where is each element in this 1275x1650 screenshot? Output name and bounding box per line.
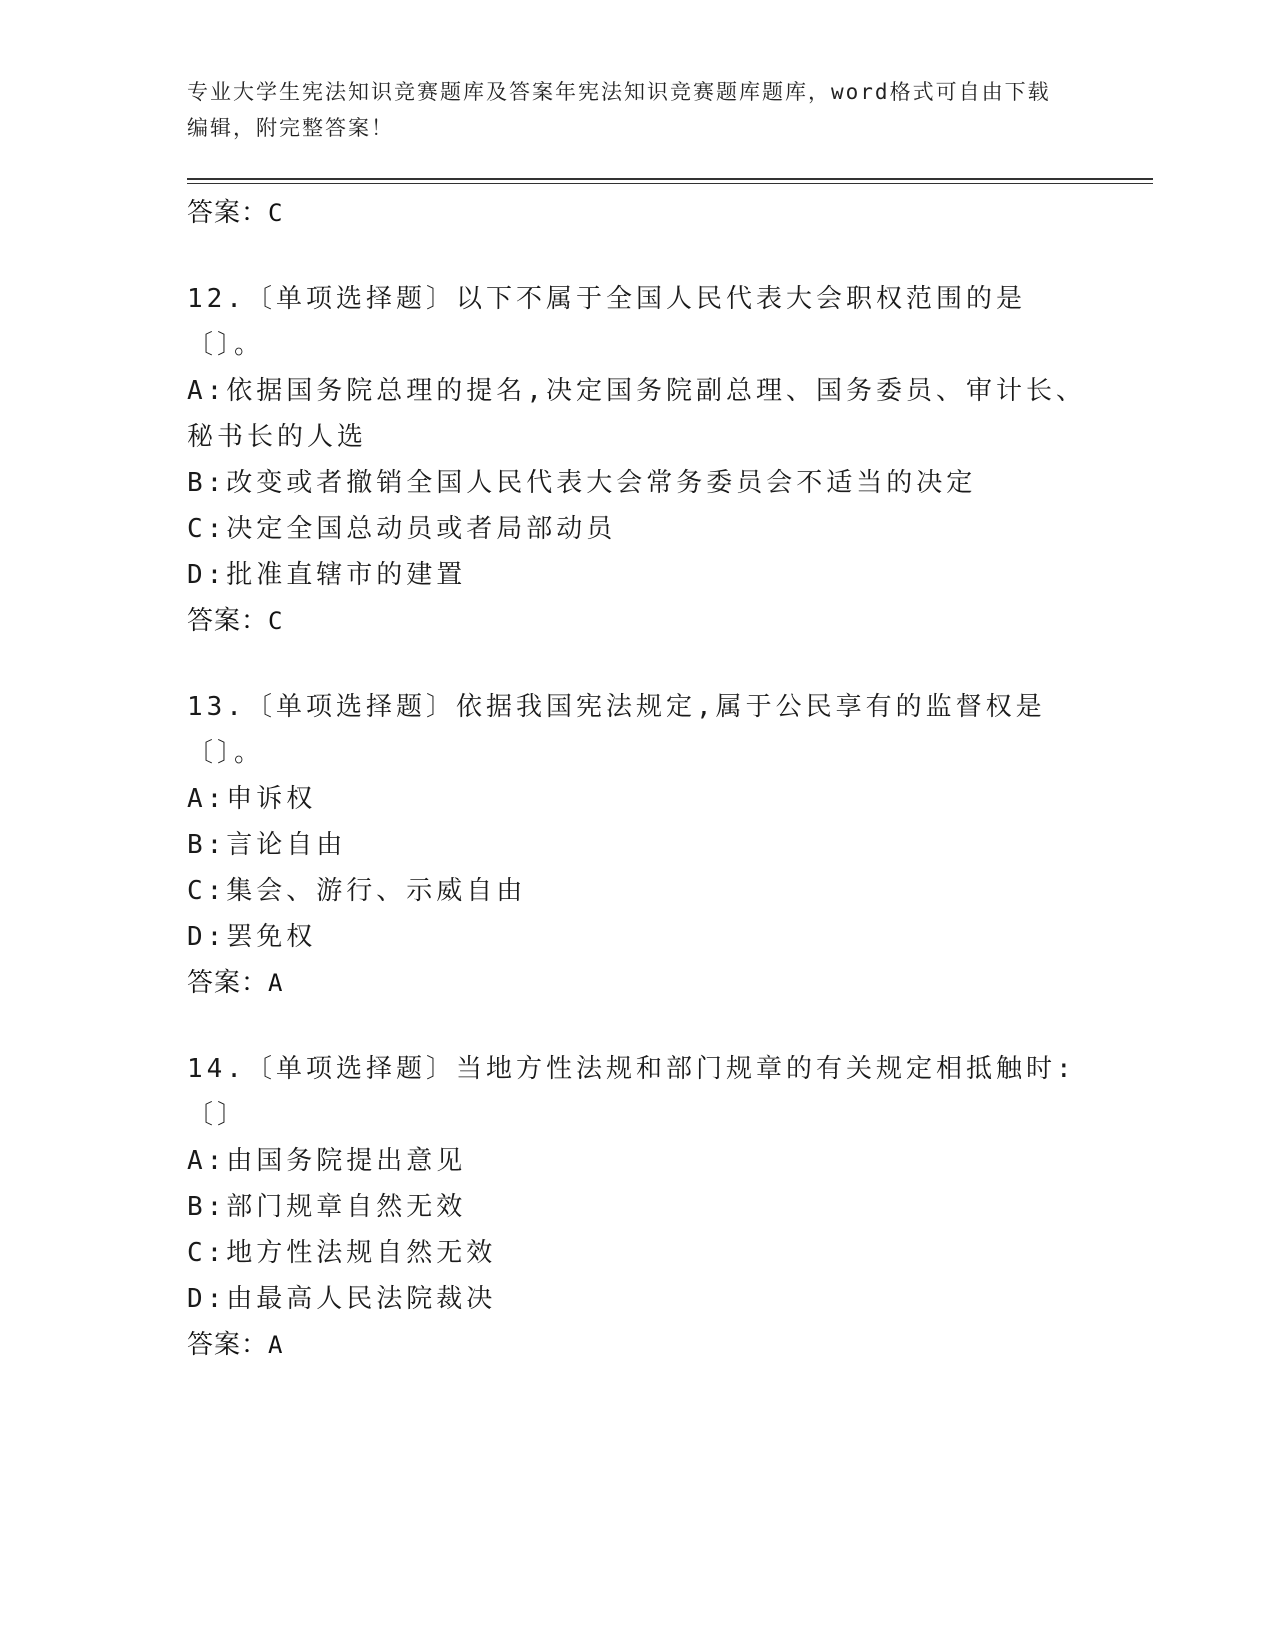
answer-label: 答案：	[187, 1330, 269, 1360]
option-a: A:依据国务院总理的提名,决定国务院副总理、国务委员、审计长、秘书长的人选	[187, 376, 1086, 452]
answer-label: 答案：	[187, 968, 269, 998]
question-list	[187, 190, 1087, 1368]
question-text: 13.〔单项选择题〕依据我国宪法规定,属于公民享有的监督权是〔〕。	[187, 692, 1046, 768]
answer-value: C	[268, 199, 284, 227]
option-b: B:部门规章自然无效	[187, 1192, 467, 1222]
header-divider-thin	[187, 183, 1153, 184]
header-text: 专业大学生宪法知识竞赛题库及答案年宪法知识竞赛题库题库，word格式可自由下载编辑，附完整答案！	[187, 80, 1051, 140]
question-item	[187, 276, 1087, 644]
option-c: C:集会、游行、示威自由	[187, 876, 527, 906]
option-c: C:决定全国总动员或者局部动员	[187, 514, 617, 544]
option-b: B:改变或者撤销全国人民代表大会常务委员会不适当的决定	[187, 468, 977, 498]
option-b: B:言论自由	[187, 830, 347, 860]
question-item	[187, 684, 1087, 1006]
question-text: 12.〔单项选择题〕以下不属于全国人民代表大会职权范围的是〔〕。	[187, 284, 1026, 360]
answer-value: C	[268, 607, 284, 635]
document-header	[187, 74, 1067, 146]
answer-value: A	[268, 969, 284, 997]
answer-value: A	[268, 1331, 284, 1359]
option-a: A:由国务院提出意见	[187, 1146, 467, 1176]
option-c: C:地方性法规自然无效	[187, 1238, 497, 1268]
option-a: A:申诉权	[187, 784, 317, 814]
question-item	[187, 1046, 1087, 1368]
option-d: D:批准直辖市的建置	[187, 560, 467, 590]
question-answer	[187, 598, 1087, 644]
option-d: D:由最高人民法院裁决	[187, 1284, 497, 1314]
question-answer	[187, 1322, 1087, 1368]
answer-label: 答案：	[187, 198, 269, 228]
question-answer	[187, 960, 1087, 1006]
question-text: 14.〔单项选择题〕当地方性法规和部门规章的有关规定相抵触时:〔〕	[187, 1054, 1076, 1130]
answer-label: 答案：	[187, 606, 269, 636]
option-d: D:罢免权	[187, 922, 317, 952]
header-divider	[187, 178, 1153, 180]
previous-answer	[187, 190, 1087, 236]
